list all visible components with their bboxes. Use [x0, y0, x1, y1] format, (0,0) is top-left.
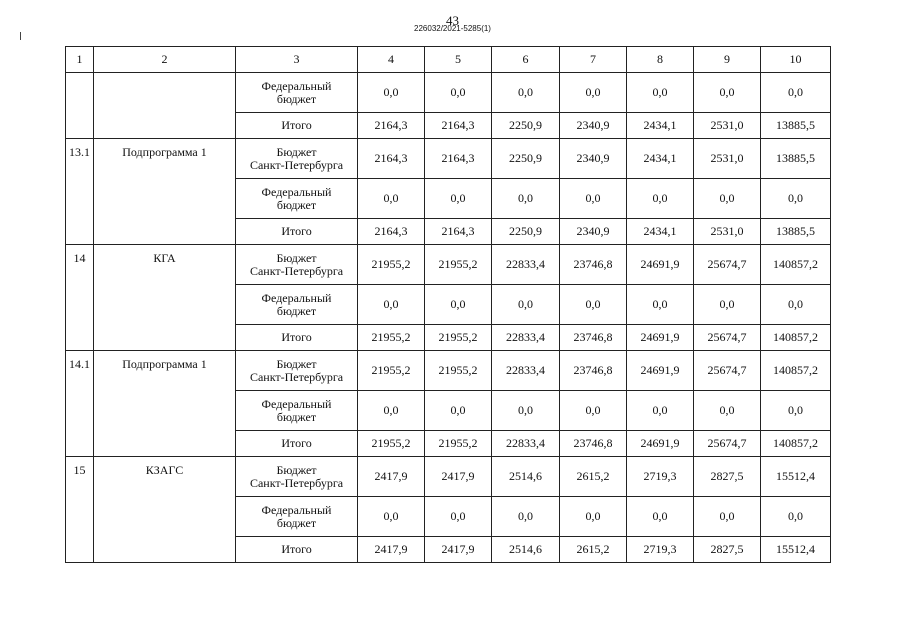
value-cell: 140857,2: [761, 245, 831, 285]
value-cell: 2615,2: [560, 457, 627, 497]
value-cell: 2615,2: [560, 537, 627, 563]
row-number-cell: 14: [66, 245, 94, 351]
funding-source-cell: Итого: [236, 325, 358, 351]
value-cell: 0,0: [627, 285, 694, 325]
value-cell: 0,0: [560, 497, 627, 537]
value-cell: 2164,3: [358, 113, 425, 139]
row-number-cell: 13.1: [66, 139, 94, 245]
value-cell: 0,0: [425, 497, 492, 537]
value-cell: 2827,5: [694, 537, 761, 563]
value-cell: 24691,9: [627, 325, 694, 351]
value-cell: 21955,2: [425, 431, 492, 457]
value-cell: 21955,2: [358, 431, 425, 457]
value-cell: 2827,5: [694, 457, 761, 497]
value-cell: 21955,2: [425, 351, 492, 391]
value-cell: 24691,9: [627, 245, 694, 285]
value-cell: 0,0: [694, 73, 761, 113]
value-cell: 24691,9: [627, 431, 694, 457]
value-cell: 2531,0: [694, 113, 761, 139]
row-number-cell: 15: [66, 457, 94, 563]
value-cell: 0,0: [761, 391, 831, 431]
value-cell: 2417,9: [425, 537, 492, 563]
value-cell: 0,0: [761, 179, 831, 219]
value-cell: 2250,9: [492, 219, 560, 245]
program-name-cell: Подпрограмма 1: [94, 139, 236, 245]
value-cell: 0,0: [358, 497, 425, 537]
value-cell: 0,0: [694, 497, 761, 537]
value-cell: 15512,4: [761, 457, 831, 497]
document-id: 226032/2021-5285(1): [414, 24, 491, 33]
column-header: 5: [425, 47, 492, 73]
value-cell: 0,0: [358, 73, 425, 113]
value-cell: 0,0: [492, 73, 560, 113]
value-cell: 23746,8: [560, 431, 627, 457]
value-cell: 23746,8: [560, 245, 627, 285]
value-cell: 2514,6: [492, 457, 560, 497]
value-cell: 0,0: [694, 285, 761, 325]
value-cell: 2340,9: [560, 219, 627, 245]
value-cell: 2531,0: [694, 139, 761, 179]
value-cell: 0,0: [761, 73, 831, 113]
value-cell: 2434,1: [627, 219, 694, 245]
value-cell: 2417,9: [358, 457, 425, 497]
value-cell: 0,0: [560, 179, 627, 219]
value-cell: 140857,2: [761, 431, 831, 457]
value-cell: 23746,8: [560, 351, 627, 391]
value-cell: 0,0: [425, 391, 492, 431]
funding-source-cell: Бюджет Санкт-Петербурга: [236, 351, 358, 391]
value-cell: 140857,2: [761, 325, 831, 351]
value-cell: 0,0: [560, 73, 627, 113]
value-cell: 0,0: [358, 285, 425, 325]
value-cell: 2417,9: [425, 457, 492, 497]
value-cell: 2434,1: [627, 113, 694, 139]
value-cell: 21955,2: [358, 351, 425, 391]
funding-source-cell: Федеральный бюджет: [236, 179, 358, 219]
value-cell: 21955,2: [425, 325, 492, 351]
table-body: [66, 47, 831, 563]
margin-mark: [20, 32, 21, 40]
value-cell: 13885,5: [761, 219, 831, 245]
value-cell: 0,0: [627, 391, 694, 431]
value-cell: 13885,5: [761, 113, 831, 139]
value-cell: 2164,3: [425, 219, 492, 245]
value-cell: 2164,3: [425, 113, 492, 139]
value-cell: 0,0: [560, 391, 627, 431]
funding-source-cell: Федеральный бюджет: [236, 497, 358, 537]
value-cell: 2340,9: [560, 139, 627, 179]
value-cell: 0,0: [560, 285, 627, 325]
header-row: [66, 47, 831, 73]
value-cell: 23746,8: [560, 325, 627, 351]
program-name-cell: [94, 73, 236, 139]
table-row: [66, 457, 831, 497]
value-cell: 0,0: [694, 179, 761, 219]
value-cell: 2164,3: [358, 219, 425, 245]
value-cell: 21955,2: [425, 245, 492, 285]
value-cell: 2417,9: [358, 537, 425, 563]
value-cell: 22833,4: [492, 431, 560, 457]
value-cell: 0,0: [425, 73, 492, 113]
funding-source-cell: Федеральный бюджет: [236, 285, 358, 325]
value-cell: 2250,9: [492, 139, 560, 179]
value-cell: 2531,0: [694, 219, 761, 245]
value-cell: 24691,9: [627, 351, 694, 391]
value-cell: 0,0: [425, 179, 492, 219]
row-number-cell: [66, 73, 94, 139]
value-cell: 15512,4: [761, 537, 831, 563]
funding-source-cell: Итого: [236, 537, 358, 563]
funding-source-cell: Бюджет Санкт-Петербурга: [236, 457, 358, 497]
value-cell: 25674,7: [694, 325, 761, 351]
column-header: 7: [560, 47, 627, 73]
value-cell: 0,0: [761, 497, 831, 537]
value-cell: 0,0: [492, 391, 560, 431]
table-row: [66, 139, 831, 179]
funding-source-cell: Бюджет Санкт-Петербурга: [236, 245, 358, 285]
value-cell: 2719,3: [627, 537, 694, 563]
column-header: 3: [236, 47, 358, 73]
value-cell: 0,0: [627, 179, 694, 219]
budget-table: [65, 46, 831, 563]
value-cell: 2250,9: [492, 113, 560, 139]
value-cell: 0,0: [761, 285, 831, 325]
value-cell: 25674,7: [694, 431, 761, 457]
value-cell: 2340,9: [560, 113, 627, 139]
value-cell: 0,0: [358, 179, 425, 219]
column-header: 4: [358, 47, 425, 73]
program-name-cell: КЗАГС: [94, 457, 236, 563]
value-cell: 140857,2: [761, 351, 831, 391]
column-header: 1: [66, 47, 94, 73]
value-cell: 22833,4: [492, 245, 560, 285]
value-cell: 22833,4: [492, 325, 560, 351]
funding-source-cell: Итого: [236, 113, 358, 139]
column-header: 8: [627, 47, 694, 73]
value-cell: 0,0: [492, 179, 560, 219]
table-row: [66, 245, 831, 285]
value-cell: 0,0: [425, 285, 492, 325]
column-header: 9: [694, 47, 761, 73]
value-cell: 21955,2: [358, 245, 425, 285]
value-cell: 2514,6: [492, 537, 560, 563]
funding-source-cell: Федеральный бюджет: [236, 73, 358, 113]
value-cell: 2164,3: [425, 139, 492, 179]
program-name-cell: КГА: [94, 245, 236, 351]
value-cell: 25674,7: [694, 245, 761, 285]
value-cell: 2434,1: [627, 139, 694, 179]
value-cell: 2719,3: [627, 457, 694, 497]
column-header: 10: [761, 47, 831, 73]
program-name-cell: Подпрограмма 1: [94, 351, 236, 457]
value-cell: 0,0: [627, 497, 694, 537]
value-cell: 0,0: [492, 285, 560, 325]
column-header: 6: [492, 47, 560, 73]
value-cell: 0,0: [627, 73, 694, 113]
value-cell: 22833,4: [492, 351, 560, 391]
value-cell: 0,0: [694, 391, 761, 431]
column-header: 2: [94, 47, 236, 73]
row-number-cell: 14.1: [66, 351, 94, 457]
value-cell: 0,0: [492, 497, 560, 537]
page-number: 43: [446, 13, 459, 28]
funding-source-cell: Итого: [236, 219, 358, 245]
value-cell: 21955,2: [358, 325, 425, 351]
table-row: [66, 351, 831, 391]
value-cell: 2164,3: [358, 139, 425, 179]
value-cell: 25674,7: [694, 351, 761, 391]
funding-source-cell: Федеральный бюджет: [236, 391, 358, 431]
funding-source-cell: Итого: [236, 431, 358, 457]
table-row: [66, 73, 831, 113]
value-cell: 13885,5: [761, 139, 831, 179]
value-cell: 0,0: [358, 391, 425, 431]
funding-source-cell: Бюджет Санкт-Петербурга: [236, 139, 358, 179]
